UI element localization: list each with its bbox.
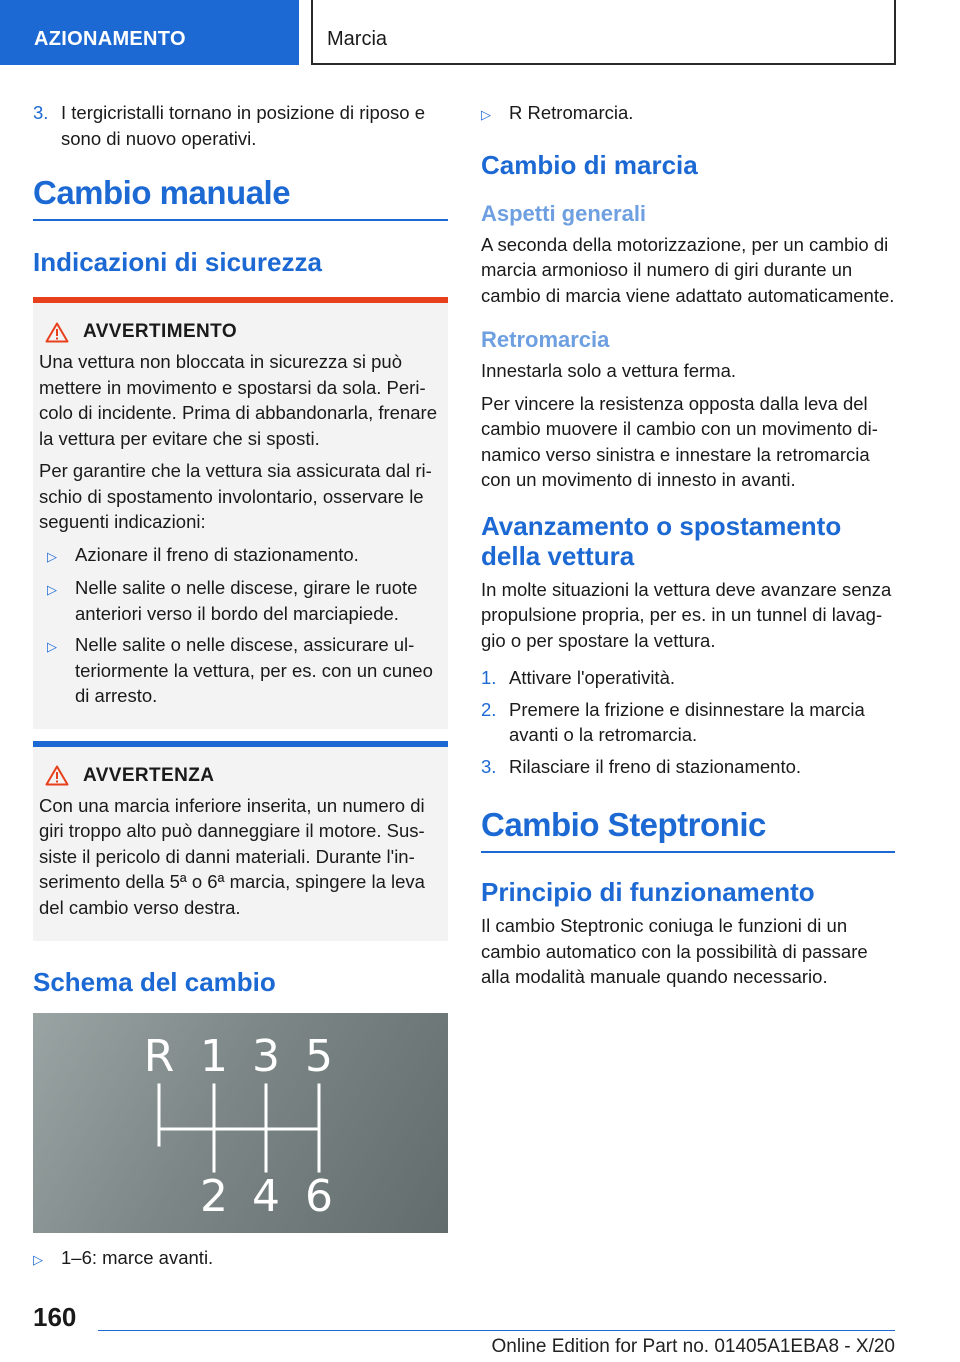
warning-triangle-icon — [45, 322, 69, 343]
heading-reverse: Retromarcia — [481, 327, 610, 352]
triangle-bullet-icon — [481, 100, 509, 128]
list-item — [481, 100, 895, 128]
list-item-text: Azionare il freno di stazionamento. — [75, 543, 359, 565]
heading-steptronic: Cambio Steptronic — [481, 805, 895, 853]
paragraph: Il cambio Steptronic coniuga le funzioni di un cambio automatico con la possibilità di passare alla modalità manuale quando necessario. — [481, 915, 868, 987]
step-number: 2. — [481, 698, 497, 720]
list-item-text: 1–6: marce avanti. — [61, 1247, 214, 1268]
warning-paragraph: Una vettura non bloccata in sicurezza si può mettere in movimento e spostarsi da sola. Pericolo di incidente. Prima di abbandonarla, frenare la vettura per evitare che si sposti. — [39, 351, 437, 449]
section-header — [0, 0, 299, 65]
step-number: 3. — [481, 755, 497, 777]
triangle-bullet-icon — [33, 1245, 61, 1273]
list-item — [39, 632, 442, 709]
chapter-title: Marcia — [327, 28, 388, 50]
warning-paragraph: Per garantire che la vettura sia assicurata dal rischio di spostamento involontario, osservare le seguenti indicazioni: — [39, 460, 432, 532]
heading-gear-schema: Schema del cambio — [33, 967, 276, 997]
gear-label-2: 2 — [200, 1171, 228, 1222]
notice-title — [39, 765, 442, 787]
step-item — [481, 665, 895, 691]
step-item — [33, 100, 448, 151]
list-item — [33, 1245, 448, 1273]
heading-vehicle-movement: Avanzamento o spostamento della vettura — [481, 510, 842, 571]
gear-label-5: 5 — [305, 1031, 333, 1082]
edition-text: Online Edition for Part no. 01405A1EBA8 - X/20 — [491, 1336, 895, 1357]
step-text: Premere la frizione e disinnestare la marcia avanti o la retromarcia. — [509, 698, 865, 745]
paragraph: Per vincere la resistenza opposta dalla leva del cambio muovere il cambio con un movimento dinamico verso sinistra e innestare la retromarcia con un movimento di innesto in avanti. — [481, 392, 878, 490]
paragraph: Innestarla solo a vettura ferma. — [481, 360, 737, 381]
step-text: I tergicristalli tornano in posizione di riposo e sono di nuovo operativi. — [61, 102, 426, 149]
notice-box — [33, 741, 448, 942]
page-number: 160 — [33, 1302, 77, 1332]
notice-title-text: AVVERTENZA — [83, 764, 215, 786]
step-text: Rilasciare il freno di stazionamento. — [509, 755, 802, 777]
heading-principle: Principio di funzionamento — [481, 877, 815, 907]
left-column — [33, 100, 448, 1279]
list-item-text: Nelle salite o nelle discese, girare le ruote anteriori verso il bordo del marciapiede. — [75, 577, 418, 624]
warning-title-text: AVVERTIMENTO — [83, 321, 237, 342]
warning-title — [39, 321, 442, 343]
gear-label-r: R — [143, 1031, 175, 1082]
warning-triangle-icon — [45, 765, 69, 786]
warning-box — [33, 297, 448, 729]
step-item — [481, 697, 895, 748]
gear-label-3: 3 — [252, 1031, 280, 1082]
paragraph: A seconda della motorizzazione, per un cambio di marcia armonioso il numero di giri durante un cambio di marcia viene adattato automaticamente. — [481, 233, 895, 306]
step-item — [481, 754, 895, 780]
notice-paragraph: Con una marcia inferiore inserita, un numero di giri troppo alto può danneggiare il motore. Sussiste il pericolo di danni materiali. Durante l'inserimento della 5ª o 6ª marcia, spingere la leva del cambio verso destra. — [39, 794, 425, 918]
triangle-bullet-icon — [47, 542, 75, 570]
heading-gear-change: Cambio di marcia — [481, 149, 698, 180]
heading-general: Aspetti generali — [481, 200, 647, 226]
step-number: 3. — [33, 102, 49, 123]
right-column — [481, 100, 895, 997]
gear-label-6: 6 — [305, 1171, 333, 1222]
paragraph: In molte situazioni la vettura deve avanzare senza propulsione propria, per es. in un tunnel di lavaggio o per spostare la vettura. — [481, 578, 892, 651]
step-number: 1. — [481, 667, 497, 688]
list-item-text: R Retromarcia. — [509, 102, 634, 123]
list-item — [39, 575, 442, 626]
gear-shift-diagram — [33, 1013, 448, 1233]
triangle-bullet-icon — [47, 632, 75, 709]
list-item — [39, 542, 442, 570]
gear-pattern-graphic — [33, 1013, 448, 1233]
heading-manual-gearbox: Cambio manuale — [33, 173, 448, 221]
section-title: AZIONAMENTO — [34, 28, 186, 50]
heading-safety: Indicazioni di sicurezza — [33, 247, 322, 277]
chapter-header — [311, 0, 896, 65]
list-item-text: Nelle salite o nelle discese, assicurare ulteriormente la vettura, per es. con un cuneo di arresto. — [75, 634, 433, 706]
footer-divider — [98, 1330, 895, 1331]
step-text: Attivare l'operatività. — [509, 667, 675, 688]
triangle-bullet-icon — [47, 575, 75, 626]
gear-label-1: 1 — [200, 1031, 228, 1082]
gear-label-4: 4 — [252, 1171, 280, 1222]
